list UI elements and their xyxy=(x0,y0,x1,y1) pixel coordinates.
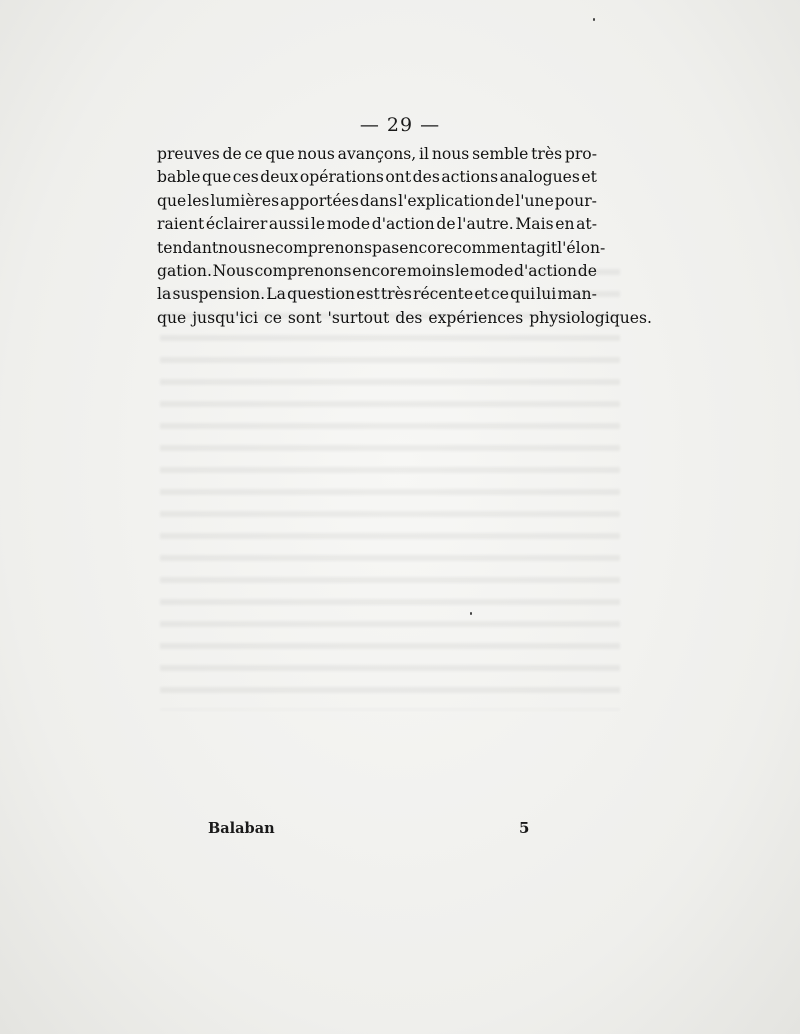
paper-speck xyxy=(470,612,472,615)
text-line: que jusqu'ici ce sont 'surtout des expériences physiologiques. xyxy=(157,308,652,327)
text-line: que les lumières apportées dans l'explication de l'une pour- xyxy=(157,191,597,210)
page-number: — 29 — xyxy=(359,114,441,136)
text-line: raient éclairer aussi le mode d'action de l'autre. Mais en at- xyxy=(157,215,597,234)
body-paragraph xyxy=(157,143,652,330)
text-line: gation. Nous comprenons encore moins le mode d'action de xyxy=(157,261,597,280)
text-line: tendant nous ne comprenons pas encore comment agit l'élon- xyxy=(157,238,606,257)
text-line: la suspension. La question est très récente et ce qui lui man- xyxy=(157,285,597,304)
text-line: preuves de ce que nous avançons, il nous semble très pro- xyxy=(157,145,597,163)
printer-signature: Balaban xyxy=(208,820,275,837)
paper-speck xyxy=(593,18,595,21)
text-line: bable que ces deux opérations ont des actions analogues et xyxy=(157,168,597,187)
signature-mark: 5 xyxy=(519,819,530,837)
